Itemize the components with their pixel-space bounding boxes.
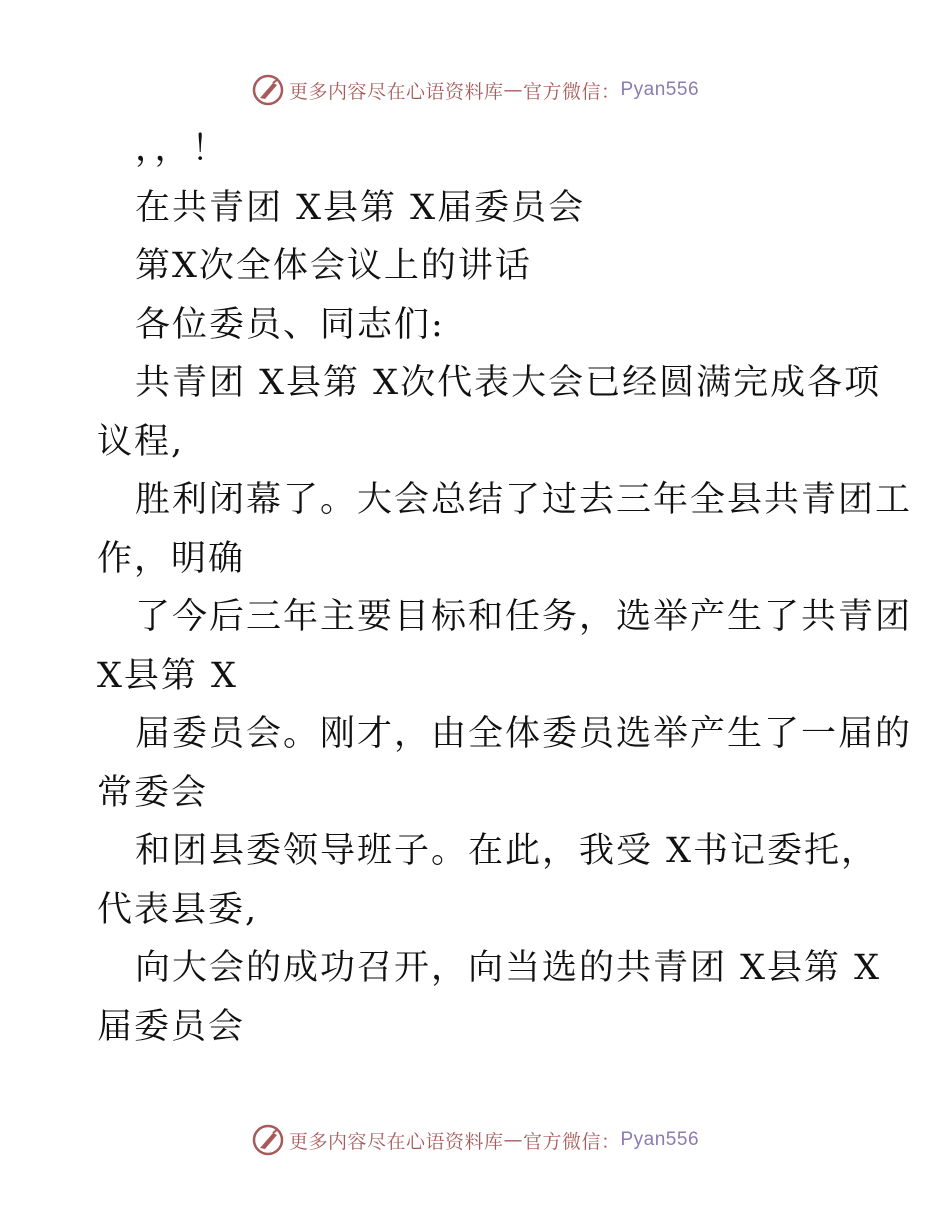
watermark-wechat-id: Pyan556: [620, 79, 700, 100]
text-line: 在共青团 X县第 X届委员会: [135, 187, 586, 228]
text-line: X县第 X: [97, 655, 238, 696]
watermark-text: 更多内容尽在心语资料库: [288, 1130, 504, 1153]
header-watermark: [0, 70, 950, 110]
watermark-wechat-id: Pyan556: [620, 1129, 700, 1150]
quill-seal-icon: [251, 1123, 285, 1157]
footer-watermark: [0, 1120, 950, 1160]
text-line: 各位委员、同志们:: [135, 304, 445, 345]
watermark-suffix: 官方微信：: [522, 1130, 621, 1153]
text-line: 届委员会: [97, 1006, 246, 1047]
text-line: 代表县委,: [97, 889, 259, 930]
text-line: 和团县委领导班子。在此，我受 X书记委托，: [135, 831, 879, 871]
text-line: 常委会: [97, 772, 209, 813]
text-line: 胜利闭幕了。大会总结了过去三年全县共青团工: [135, 480, 913, 520]
text-line: 向大会的成功召开，向当选的共青团 X县第 X: [135, 948, 882, 988]
watermark-suffix: 官方微信：: [522, 80, 621, 103]
text-line: 作，明确: [97, 538, 246, 579]
document-body: [97, 120, 913, 1056]
watermark-separator: —: [503, 1129, 523, 1151]
text-line: 了今后三年主要目标和任务，选举产生了共青团: [135, 597, 913, 637]
watermark-text: 更多内容尽在心语资料库: [288, 80, 504, 103]
text-line: 共青团 X县第 X次代表大会已经圆满完成各项: [135, 363, 882, 403]
watermark-separator: —: [503, 79, 523, 101]
text-line: 第X次全体会议上的讲话: [135, 246, 532, 286]
text-line: 届委员会。刚才，由全体委员选举产生了一届的: [135, 714, 913, 754]
text-line: ，，！: [135, 129, 229, 169]
quill-seal-icon: [251, 73, 285, 107]
text-line: 议程,: [97, 421, 185, 462]
